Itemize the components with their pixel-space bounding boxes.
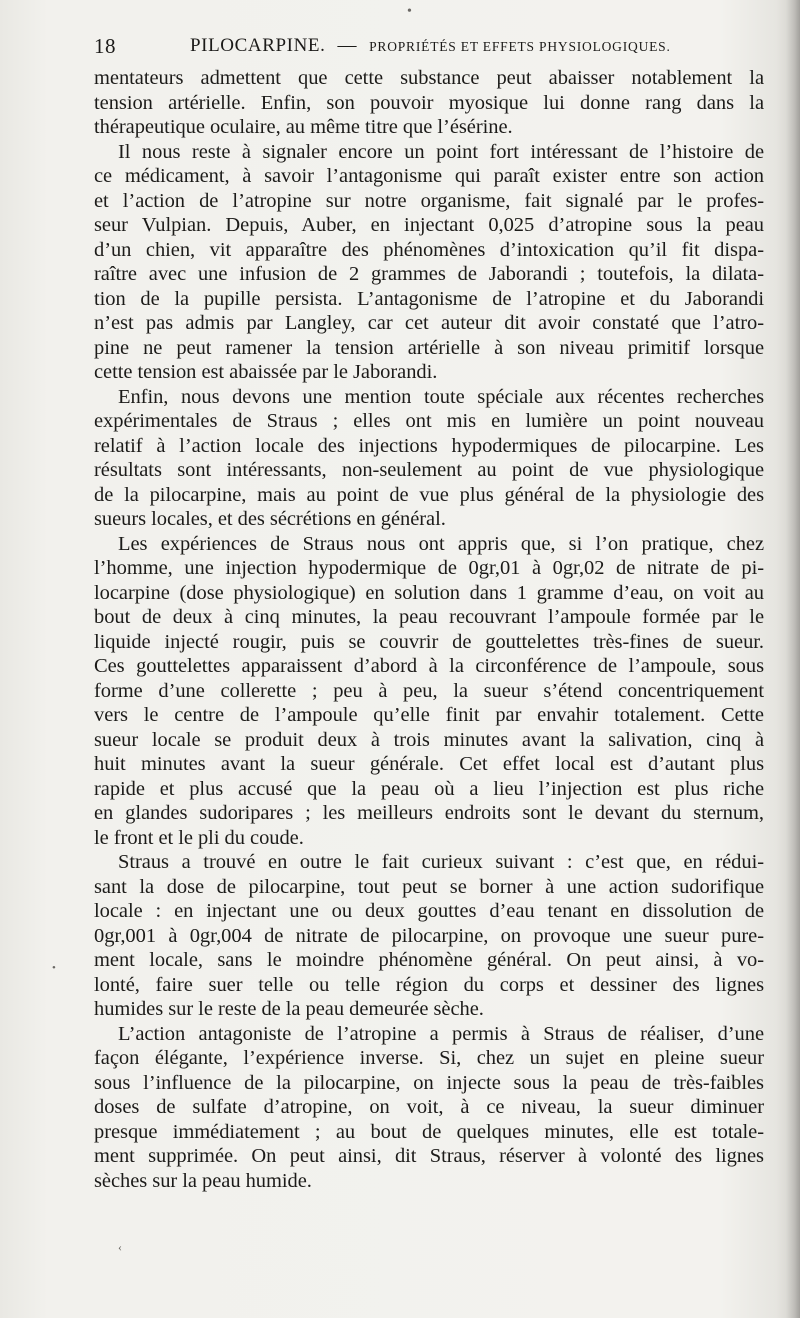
- body-text: [94, 66, 764, 1193]
- text-line: vers le centre de l’ampoule qu’elle finit par envahir totalement. Cette: [94, 704, 764, 726]
- text-line: et l’action de l’atropine sur notre organisme, fait signalé par le profes-: [94, 189, 764, 212]
- text-line: humides sur le reste de la peau demeurée sèche.: [94, 998, 484, 1020]
- text-line: ce médicament, à savoir l’antagonisme qui paraît exister entre son action: [94, 165, 764, 187]
- text-line: locale : en injectant une ou deux gouttes d’eau tenant en dissolution de: [94, 900, 764, 922]
- text-line: ment supprimée. On peut ainsi, dit Straus, réserver à volonté des lignes: [94, 1145, 764, 1167]
- running-title-separator: —: [337, 35, 358, 56]
- text-line: thérapeutique oculaire, au même titre que l’ésérine.: [94, 116, 513, 138]
- text-line: rapide et plus accusé que la peau où a lieu l’injection est plus riche: [94, 777, 764, 800]
- text-line: lonté, faire suer telle ou telle région du corps et dessiner des lignes: [94, 973, 764, 996]
- text-line: sueurs locales, et des sécrétions en général.: [94, 508, 446, 530]
- text-line: forme d’une collerette ; peu à peu, la sueur s’étend concentriquement: [94, 679, 764, 702]
- text-line: ment locale, sans le moindre phénomène général. On peut ainsi, à vo-: [94, 949, 764, 971]
- text-line: bout de deux à cinq minutes, la peau recouvrant l’ampoule formée par le: [94, 606, 764, 628]
- text-line: L’action antagoniste de l’atropine a permis à Straus de réaliser, d’une: [118, 1022, 764, 1045]
- text-line: d’un chien, vit apparaître des phénomènes d’intoxication qu’il fit dispa-: [94, 238, 764, 261]
- running-header: [94, 34, 764, 60]
- text-line: locarpine (dose physiologique) en solution dans 1 gramme d’eau, on voit au: [94, 581, 764, 604]
- text-line: le front et le pli du coude.: [94, 826, 304, 849]
- text-line: l’homme, une injection hypodermique de 0gr,01 à 0gr,02 de nitrate de pi-: [94, 557, 764, 579]
- page-edge-shadow: [786, 0, 800, 1318]
- text-line: Les expériences de Straus nous ont appris que, si l’on pratique, chez: [118, 532, 764, 555]
- text-line: presque immédiatement ; au bout de quelques minutes, elle est totale-: [94, 1120, 764, 1143]
- ink-speck: •: [52, 962, 56, 974]
- running-title-main: PILOCARPINE.: [190, 35, 326, 56]
- text-line: Straus a trouvé en outre le fait curieux suivant : c’est que, en rédui-: [118, 851, 764, 873]
- text-line: tion de la pupille persista. L’antagonisme de l’atropine et du Jaborandi: [94, 287, 764, 310]
- text-line: pine ne peut ramener la tension artérielle à son niveau primitif lorsque: [94, 336, 764, 359]
- text-line: raître avec une infusion de 2 grammes de Jaborandi ; toutefois, la dilata-: [94, 263, 764, 285]
- running-title-subtitle: PROPRIÉTÉS ET EFFETS PHYSIOLOGIQUES.: [369, 39, 671, 54]
- text-line: doses de sulfate d’atropine, on voit, à ce niveau, la sueur diminuer: [94, 1096, 764, 1118]
- text-line: résultats sont intéressants, non-seulement au point de vue physiologique: [94, 459, 764, 481]
- text-line: sèches sur la peau humide.: [94, 1169, 312, 1192]
- text-line: sant la dose de pilocarpine, tout peut se borner à une action sudorifique: [94, 875, 764, 898]
- text-line: n’est pas admis par Langley, car cet auteur dit avoir constaté que l’atro-: [94, 312, 764, 334]
- text-line: sous l’influence de la pilocarpine, on injecte sous la peau de très-faibles: [94, 1071, 764, 1094]
- text-line: sueur locale se produit deux à trois minutes avant la salivation, cinq à: [94, 728, 764, 751]
- text-line: seur Vulpian. Depuis, Auber, en injectant 0,025 d’atropine sous la peau: [94, 214, 764, 236]
- text-line: expérimentales de Straus ; elles ont mis en lumière un point nouveau: [94, 410, 764, 432]
- text-line: Il nous reste à signaler encore un point fort intéressant de l’histoire de: [118, 140, 764, 163]
- text-line: en glandes sudoripares ; les meilleurs endroits sont le devant du sternum,: [94, 802, 764, 824]
- text-line: de la pilocarpine, mais au point de vue plus général de la physiologie des: [94, 483, 764, 506]
- text-line: Enfin, nous devons une mention toute spéciale aux récentes recherches: [118, 385, 764, 408]
- text-line: façon élégante, l’expérience inverse. Si, chez un sujet en pleine sueur: [94, 1047, 764, 1069]
- text-line: cette tension est abaissée par le Jaborandi.: [94, 361, 438, 383]
- text-line: relatif à l’action locale des injections hypodermiques de pilocarpine. Les: [94, 434, 764, 457]
- ink-speck: •: [407, 4, 412, 19]
- text-line: mentateurs admettent que cette substance peut abaisser notablement la: [94, 67, 764, 89]
- page-number: 18: [94, 34, 116, 58]
- text-line: 0gr,001 à 0gr,004 de nitrate de pilocarpine, on provoque une sueur pure-: [94, 924, 764, 947]
- text-line: Ces gouttelettes apparaissent d’abord à la circonférence de l’ampoule, sous: [94, 655, 764, 677]
- text-line: liquide injecté rougir, puis se couvrir de gouttelettes très-fines de sueur.: [94, 630, 764, 653]
- running-title: [190, 35, 671, 57]
- ink-speck: ‹: [118, 1240, 122, 1254]
- text-line: tension artérielle. Enfin, son pouvoir myosique lui donne rang dans la: [94, 91, 764, 114]
- text-line: huit minutes avant la sueur générale. Cet effet local est d’autant plus: [94, 753, 764, 775]
